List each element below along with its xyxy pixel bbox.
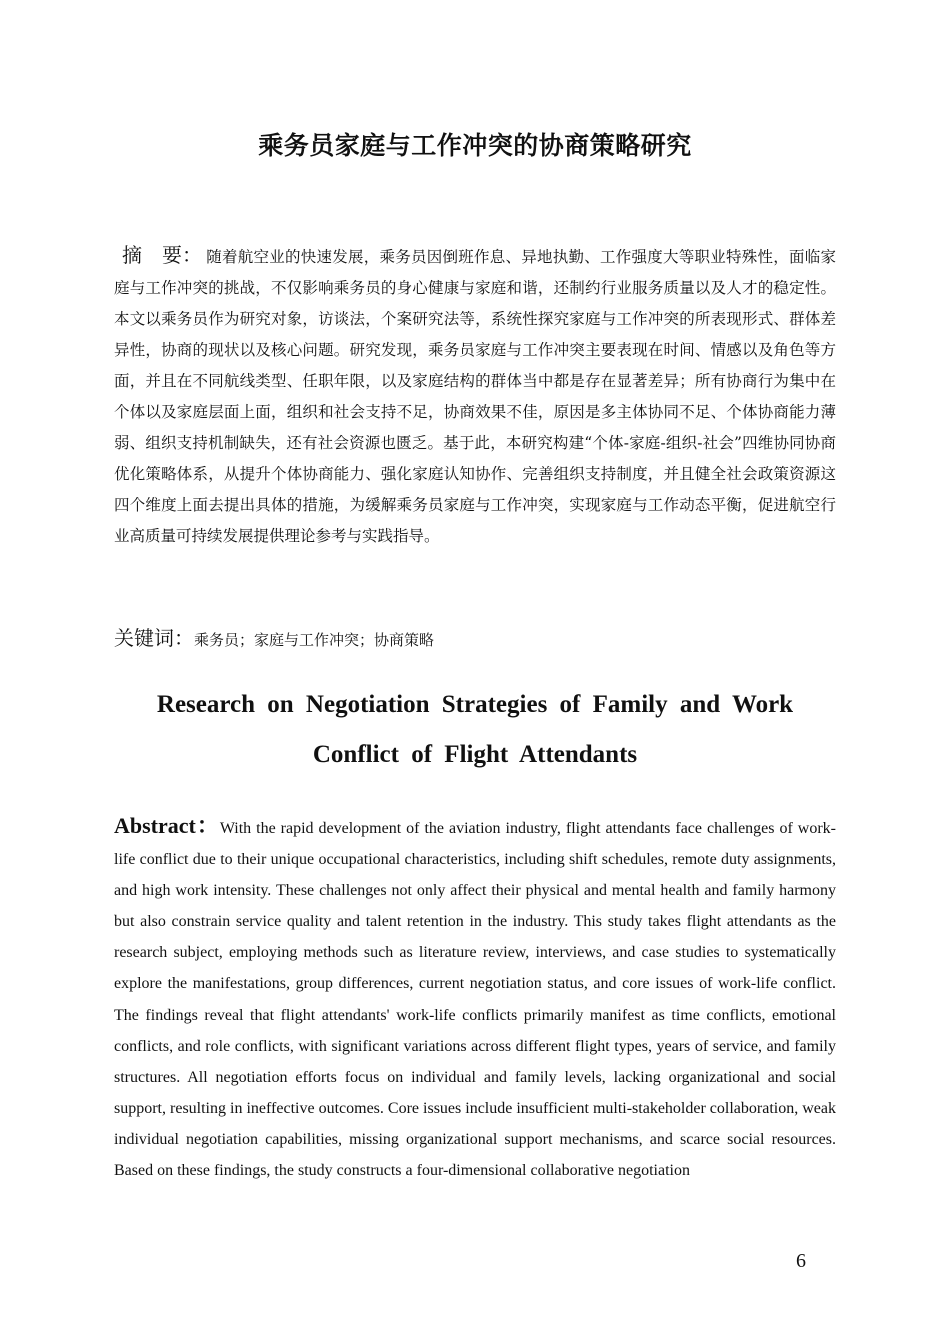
page-number: 6 [796,1250,806,1272]
keywords [114,622,836,651]
english-title [114,680,836,780]
keywords-text: 乘务员；家庭与工作冲突；协商策略 [194,631,435,649]
english-abstract-label: Abstract： [114,813,220,838]
english-title-line-2: Conflict of Flight Attendants [312,741,638,768]
chinese-abstract-label: 摘 要： [122,243,202,267]
chinese-abstract [114,240,836,552]
chinese-title: 乘务员家庭与工作冲突的协商策略研究 [258,131,692,160]
chinese-abstract-text: 随着航空业的快速发展，乘务员因倒班作息、异地执勤、工作强度大等职业特殊性，面临家庭与工作冲突的挑战，不仅影响乘务员的身心健康与家庭和谐，还制约行业服务质量以及人才的稳定性。本文以乘务员作为研究对象，访谈法，个案研究法等，系统性探究家庭与工作冲突的所表现形式、群体差异性，协商的现状以及核心问题。研究发现，乘务员家庭与工作冲突主要表现在时间、情感以及角色等方面，并且在不同航线类型、任职年限，以及家庭结构的群体当中都是存在显著差异；所有协商行为集中在个体以及家庭层面上面，组织和社会支持不足，协商效果不佳，原因是多主体协同不足、个体协商能力薄弱、组织支持机制缺失，还有社会资源也匮乏。基于此，本研究构建“个体-家庭-组织-社会”四维协同协商优化策略体系，从提升个体协商能力、强化家庭认知协作、完善组织支持制度，并且健全社会政策资源这四个维度上面去提出具体的措施，为缓解乘务员家庭与工作冲突，实现家庭与工作动态平衡，促进航空行业高质量可持续发展提供理论参考与实践指导。 [114,248,836,545]
keywords-label: 关键词： [114,626,194,650]
english-abstract [114,810,836,1186]
english-title-line-1: Research on Negotiation Strategies of Family and Work [156,691,794,718]
english-abstract-text: With the rapid development of the aviation industry, flight attendants face challenges of work-life conflict due to their unique occupational characteristics, including shift schedules, remote duty assignments, and high work intensity. These challenges not only affect their physical and mental health and family harmony but also constrain service quality and talent retention in the industry. This study takes flight attendants as the research subject, employing methods such as literature review, interviews, and case studies to systematically explore the manifestations, group differences, current negotiation status, and core issues of work-life conflict. The findings reveal that flight attendants' work-life conflicts primarily manifest as time conflicts, emotional conflicts, and role conflicts, with significant variations across different flight types, years of service, and family structures. All negotiation efforts focus on individual and family levels, lacking organizational and social support, resulting in ineffective outcomes. Core issues include insufficient multi-stakeholder collaboration, weak individual negotiation capabilities, missing organizational support mechanisms, and scarce social resources. Based on these findings, the study constructs a four-dimensional collaborative negotiation [114,820,836,1180]
